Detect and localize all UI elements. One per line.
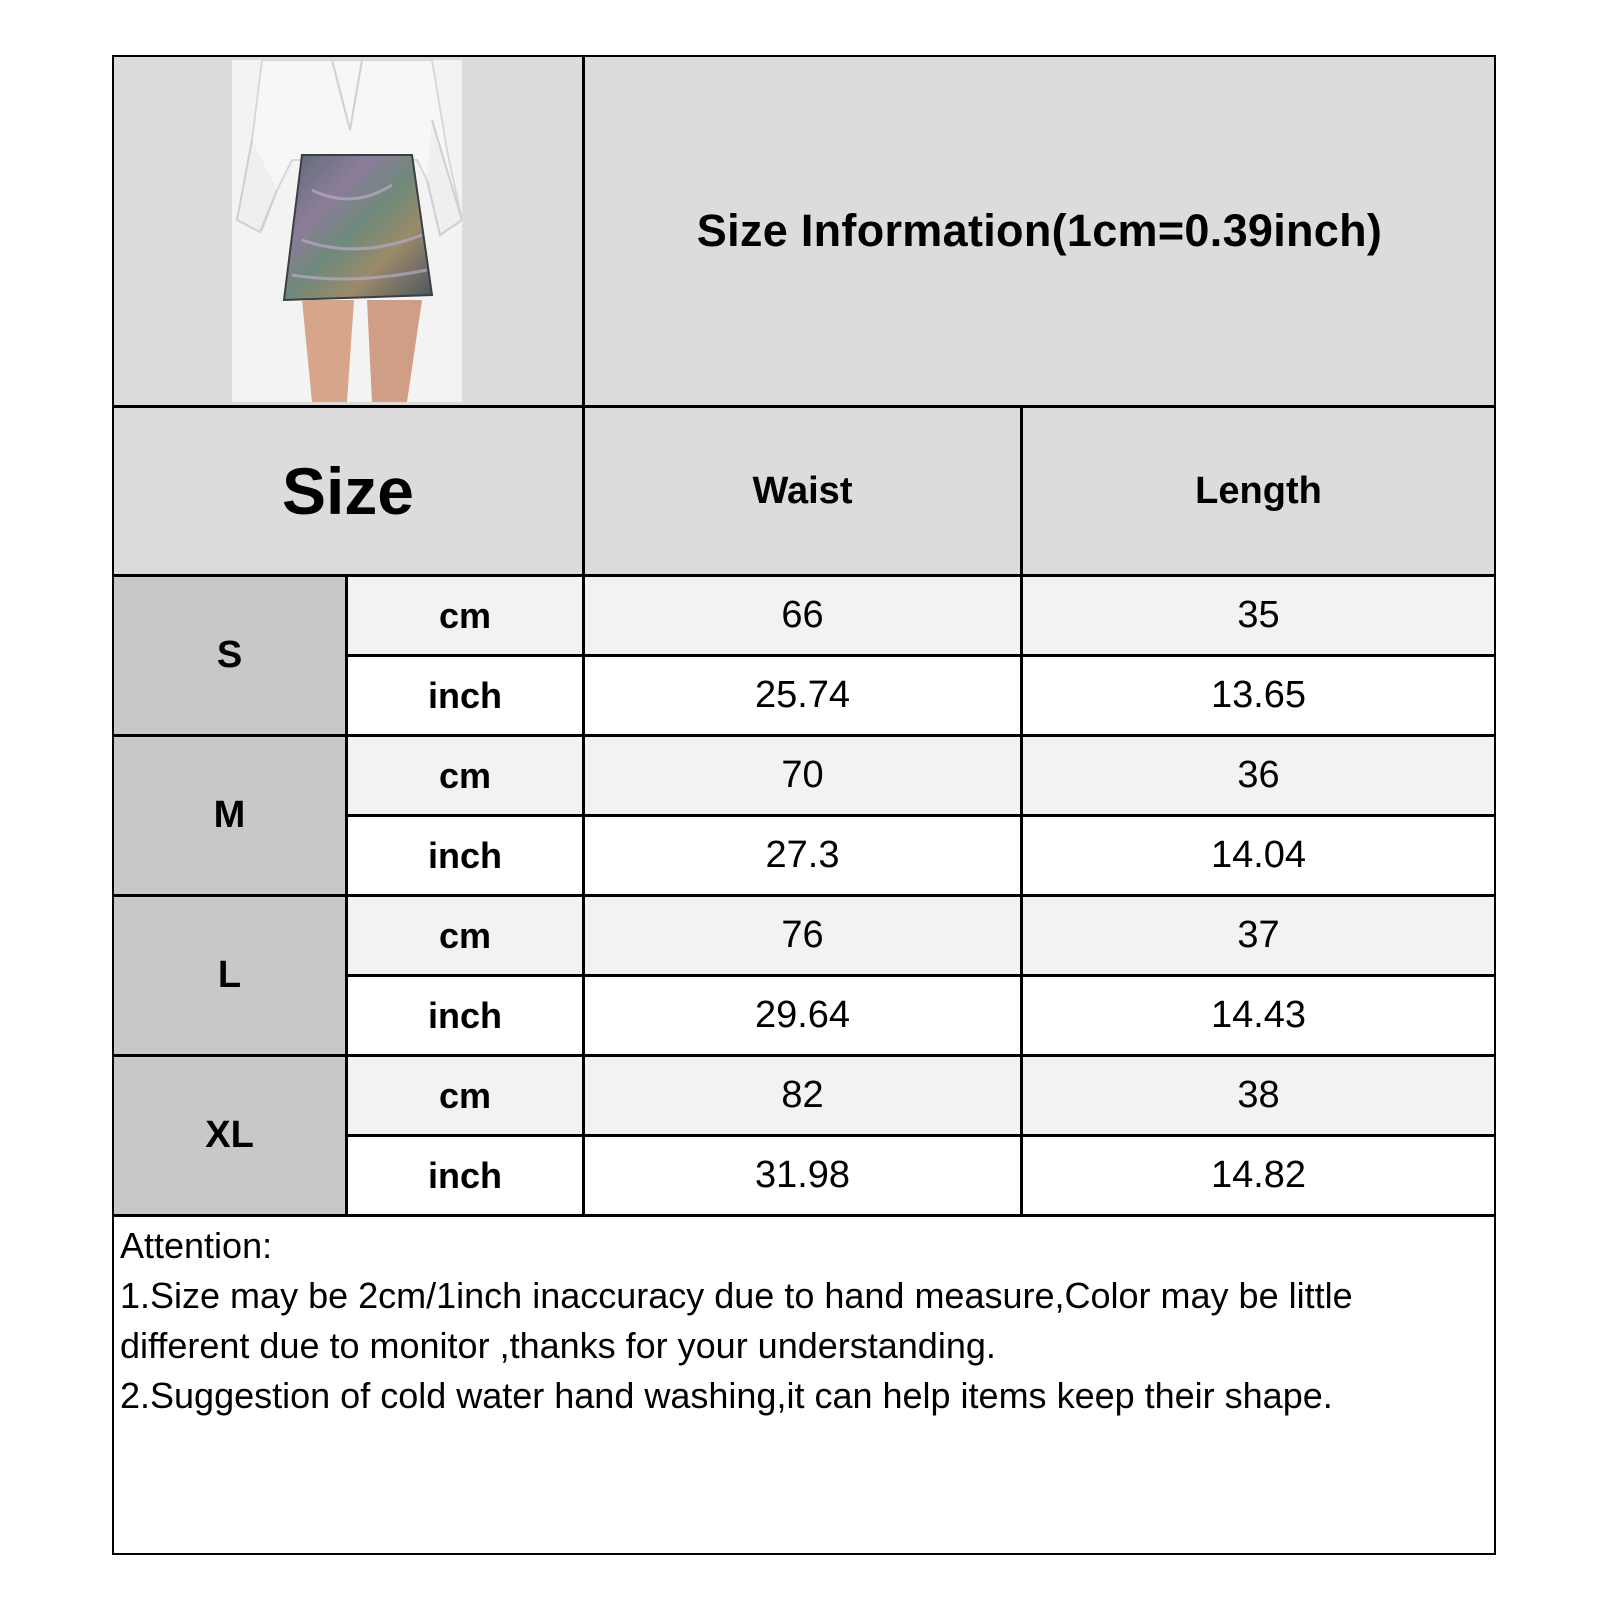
waist-value: 25.74	[585, 657, 1020, 734]
grid-line	[114, 894, 1494, 897]
grid-line	[345, 654, 1494, 657]
unit-cm: cm	[348, 577, 582, 654]
waist-value: 27.3	[585, 817, 1020, 894]
size-chart	[112, 55, 1496, 1555]
grid-line	[345, 1134, 1494, 1137]
unit-inch: inch	[348, 817, 582, 894]
grid-line	[114, 1054, 1494, 1057]
unit-inch: inch	[348, 657, 582, 734]
waist-value: 76	[585, 897, 1020, 974]
title-cell	[585, 57, 1494, 405]
waist-value: 70	[585, 737, 1020, 814]
length-value: 37	[1023, 897, 1494, 974]
size-label-s: S	[114, 577, 345, 734]
product-photo-skirt	[232, 60, 462, 402]
waist-header-cell	[585, 408, 1020, 574]
unit-cm: cm	[348, 737, 582, 814]
unit-cm: cm	[348, 897, 582, 974]
waist-value: 31.98	[585, 1137, 1020, 1214]
grid-line	[114, 574, 1494, 577]
notes-line-1: 1.Size may be 2cm/1inch inaccuracy due to hand measure,Color may be little different due to monitor ,thanks for your understanding.	[120, 1275, 1353, 1366]
size-label-l: L	[114, 897, 345, 1054]
notes-heading: Attention:	[120, 1225, 273, 1266]
grid-line	[345, 974, 1494, 977]
length-value: 35	[1023, 577, 1494, 654]
unit-cm: cm	[348, 1057, 582, 1134]
grid-line	[114, 734, 1494, 737]
attention-notes	[114, 1217, 1494, 1520]
size-label-xl: XL	[114, 1057, 345, 1214]
waist-header-label: Waist	[752, 469, 853, 512]
size-label-m: M	[114, 737, 345, 894]
waist-value: 82	[585, 1057, 1020, 1134]
grid-line	[1020, 405, 1023, 1217]
grid-line	[114, 405, 1494, 408]
waist-value: 29.64	[585, 977, 1020, 1054]
length-value: 14.82	[1023, 1137, 1494, 1214]
length-value: 36	[1023, 737, 1494, 814]
notes-line-2: 2.Suggestion of cold water hand washing,it can help items keep their shape.	[120, 1375, 1333, 1416]
unit-inch: inch	[348, 977, 582, 1054]
product-photo-cell	[114, 57, 582, 405]
grid-line	[582, 57, 585, 1217]
length-value: 13.65	[1023, 657, 1494, 734]
length-value: 38	[1023, 1057, 1494, 1134]
unit-inch: inch	[348, 1137, 582, 1214]
length-header-label: Length	[1195, 469, 1322, 512]
length-header-cell	[1023, 408, 1494, 574]
grid-line	[345, 814, 1494, 817]
size-header-label: Size	[281, 454, 415, 528]
skirt-model-image	[232, 60, 462, 402]
page-title: Size Information(1cm=0.39inch)	[696, 205, 1383, 256]
size-header-cell	[114, 408, 582, 574]
waist-value: 66	[585, 577, 1020, 654]
length-value: 14.04	[1023, 817, 1494, 894]
length-value: 14.43	[1023, 977, 1494, 1054]
